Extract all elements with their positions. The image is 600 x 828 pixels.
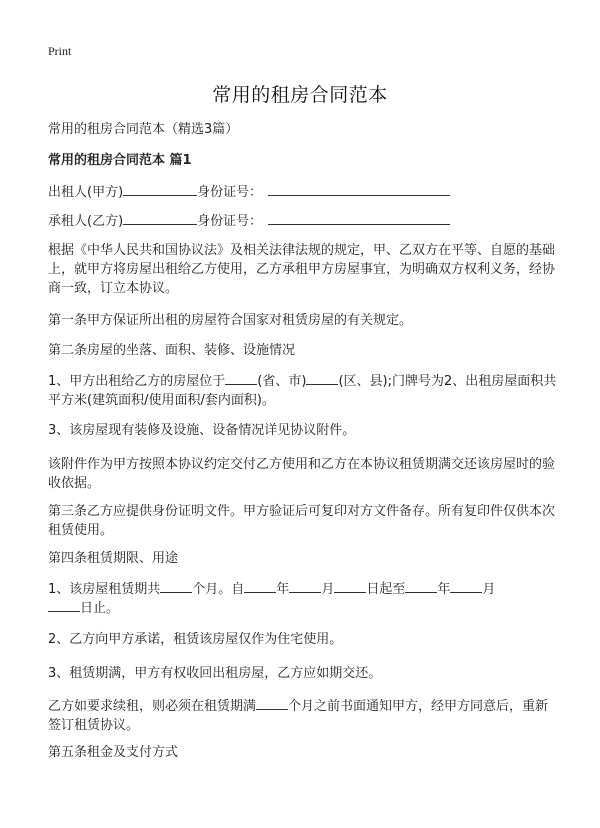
end-year-blank[interactable] [405,580,437,593]
item-text: 年 [276,582,290,597]
end-month-blank[interactable] [450,580,482,593]
article-2-item-3: 3、该房屋现有装修及设施、设备情况详见协议附件。 [48,423,356,438]
article-5-heading: 第五条租金及支付方式 [48,745,179,760]
item-text: 1、该房屋租赁期共 [48,582,161,597]
landlord-label: 出租人(甲方) [48,185,124,200]
item-text: 个月。自 [192,582,245,597]
tenant-name-blank[interactable] [123,212,197,225]
end-day-blank[interactable] [48,599,80,612]
landlord-row [48,183,450,202]
start-year-blank[interactable] [244,580,276,593]
section-heading: 常用的租房合同范本 篇1 [48,153,192,168]
article-1: 第一条甲方保证所出租的房屋符合国家对租赁房屋的有关规定。 [48,313,413,328]
start-month-blank[interactable] [289,580,321,593]
landlord-name-blank[interactable] [123,183,197,196]
attachment-paragraph: 该附件作为甲方按照本协议约定交付乙方使用和乙方在本协议租赁期满交还该房屋时的验收依据。 [48,457,556,491]
print-link[interactable]: Print [48,44,72,58]
item-text: 个月之前书面通知甲方，经甲方同意后，重新签订租赁协议。 [48,699,549,733]
renewal-months-blank[interactable] [256,697,288,710]
tenant-label: 承租人(乙方) [48,214,124,229]
item-text: 年 [437,582,451,597]
province-blank[interactable] [225,372,257,385]
article-2-item-1 [48,372,558,410]
item-text: 月 [482,582,496,597]
article-2-heading: 第二条房屋的坐落、面积、装修、设施情况 [48,343,296,358]
tenant-id-blank[interactable] [268,212,450,225]
tenant-id-label: 身份证号： [197,214,263,229]
item-text: (省、市) [257,374,307,389]
item-text: 月 [321,582,335,597]
item-text: (区、县);门牌号为2、出租房屋面积共平方米(建筑面积/使用面积/套内面积)。 [48,374,557,408]
landlord-id-blank[interactable] [268,183,450,196]
document-subtitle: 常用的租房合同范本（精选3篇） [48,122,239,137]
article-4-item-2: 2、乙方向甲方承诺，租赁该房屋仅作为住宅使用。 [48,632,343,647]
months-blank[interactable] [160,580,192,593]
item-text: 1、甲方出租给乙方的房屋位于 [48,374,226,389]
tenant-row [48,212,450,231]
item-text: 日止。 [80,601,120,616]
landlord-id-label: 身份证号： [197,185,263,200]
item-text: 日起至 [366,582,406,597]
start-day-blank[interactable] [334,580,366,593]
article-4-heading: 第四条租赁期限、用途 [48,551,179,566]
intro-paragraph: 根据《中华人民共和国协议法》及相关法律法规的规定，甲、乙双方在平等、自愿的基础上，就甲方将房屋出租给乙方使用，乙方承租甲方房屋事宜，为明确双方权利义务，经协商一致，订立本协议。 [48,243,556,296]
renewal-paragraph [48,697,558,735]
article-4-item-1 [48,580,558,618]
article-3: 第三条乙方应提供身份证明文件。甲方验证后可复印对方文件备存。所有复印件仅供本次租赁使用。 [48,504,556,538]
document-title: 常用的租房合同范本 [212,84,388,106]
district-blank[interactable] [306,372,338,385]
item-text: 乙方如要求续租，则必须在租赁期满 [48,699,257,714]
article-4-item-3: 3、租赁期满，甲方有权收回出租房屋，乙方应如期交还。 [48,666,382,681]
